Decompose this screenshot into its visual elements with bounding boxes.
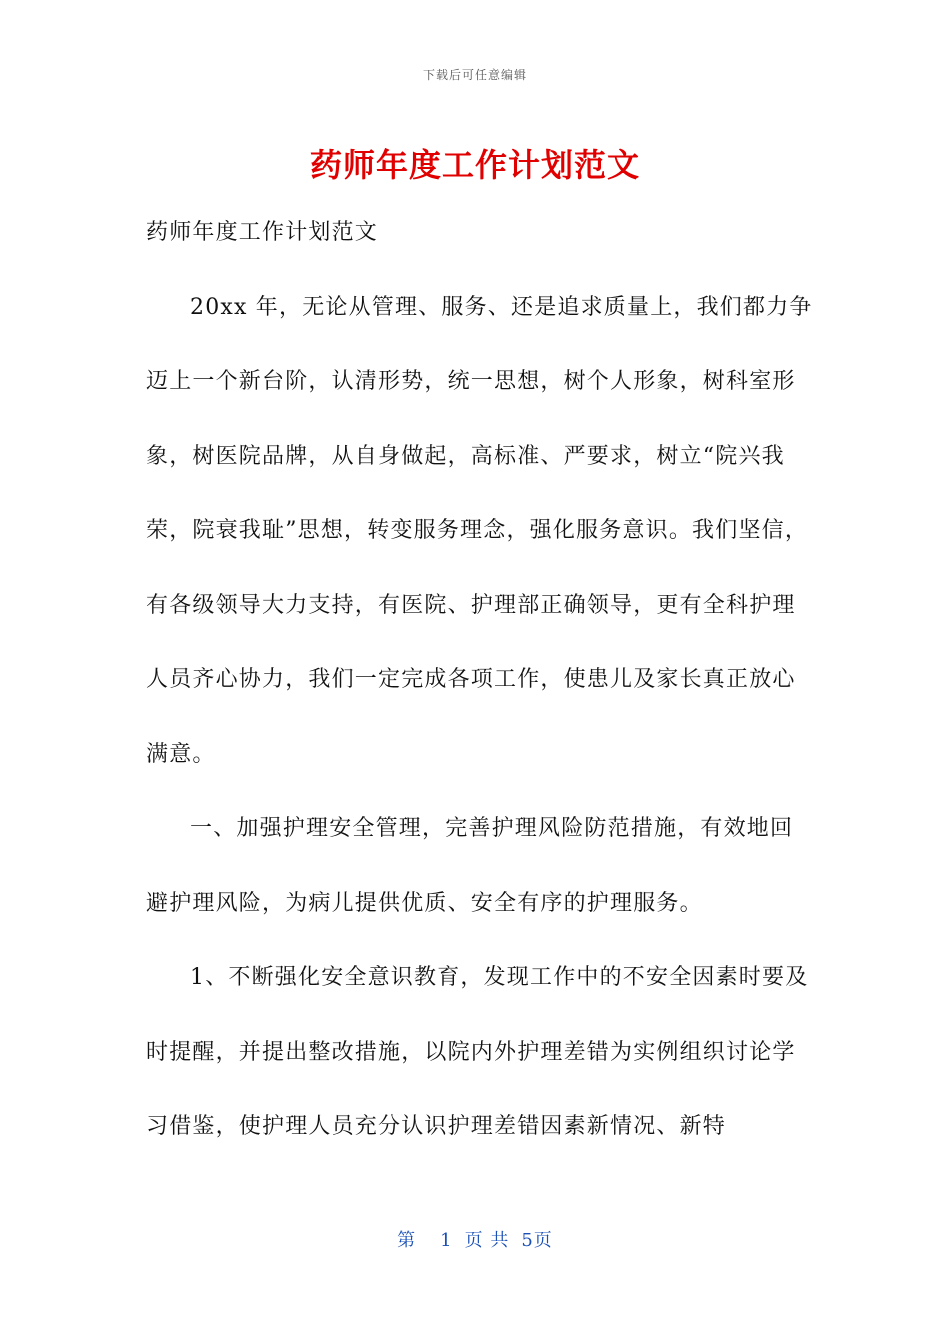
page-label-prefix: 第: [397, 1230, 417, 1251]
document-title: 药师年度工作计划范文: [309, 146, 640, 184]
paragraph-item-1: 1、不断强化安全意识教育，发现工作中的不安全因素时要及时提醒，并提出整改措施，以院内外护理差错为实例组织讨论学习借鉴，使护理人员充分认识护理差错因素新情况、新特: [146, 965, 809, 1139]
page-label-middle: 页 共: [464, 1230, 510, 1251]
header-note: 下载后可任意编辑: [422, 68, 527, 82]
paragraph-subtitle: 药师年度工作计划范文: [146, 220, 379, 245]
document-body: [146, 196, 816, 1165]
current-page-number: 1: [440, 1230, 453, 1251]
page-number-footer: [0, 1226, 950, 1252]
total-pages: 5页: [521, 1230, 553, 1251]
paragraph-intro: 20xx 年，无论从管理、服务、还是追求质量上，我们都力争迈上一个新台阶，认清形势，统一思想，树个人形象，树科室形象，树医院品牌，从自身做起，高标准、严要求，树立“院兴我荣，院衰我耻”思想，转变服务理念，强化服务意识。我们坚信，有各级领导大力支持，有医院、护理部正确领导，更有全科护理人员齐心协力，我们一定完成各项工作，使患儿及家长真正放心满意。: [146, 294, 813, 767]
paragraph-section-1: 一、加强护理安全管理，完善护理风险防范措施，有效地回避护理风险，为病儿提供优质、安全有序的护理服务。: [146, 816, 794, 916]
